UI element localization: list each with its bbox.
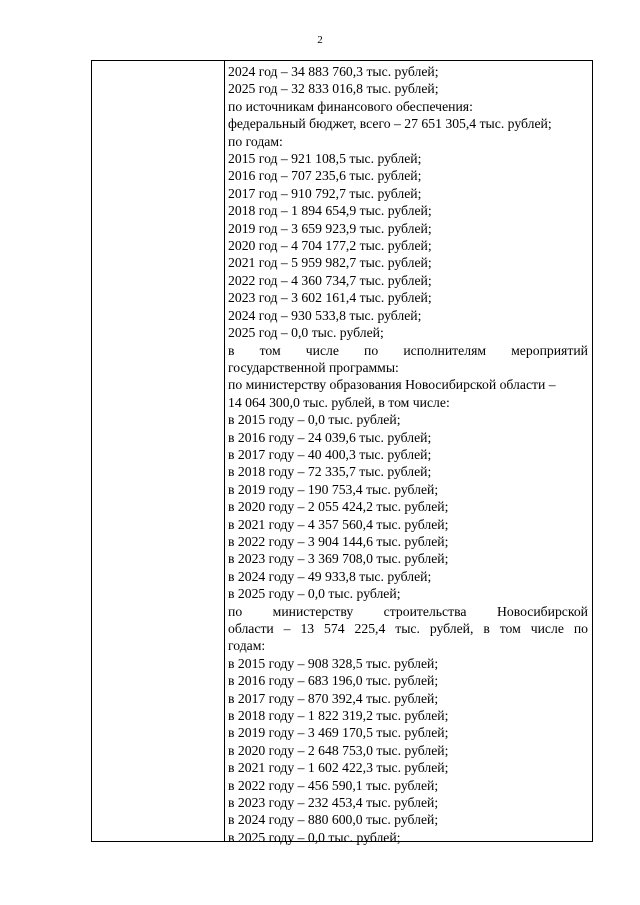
text-line: 2015 год – 921 108,5 тыс. рублей; <box>228 151 422 167</box>
text-line: в 2021 году – 4 357 560,4 тыс. рублей; <box>228 516 449 532</box>
text-line: в 2018 году – 72 335,7 тыс. рублей; <box>228 464 432 480</box>
text-line: 2025 год – 32 833 016,8 тыс. рублей; <box>228 81 439 97</box>
text-line: годам: <box>228 638 266 654</box>
text-line: в 2016 году – 683 196,0 тыс. рублей; <box>228 673 439 689</box>
text-line: 2022 год – 4 360 734,7 тыс. рублей; <box>228 272 432 288</box>
text-line: в 2025 году – 0,0 тыс. рублей; <box>228 829 401 845</box>
text-line: области – 13 574 225,4 тыс. рублей, в том числе по <box>228 621 588 636</box>
text-line: по министерству строительства Новосибирской <box>228 603 588 619</box>
text-line: в 2019 году – 3 469 170,5 тыс. рублей; <box>228 725 449 741</box>
text-line: в 2021 году – 1 602 422,3 тыс. рублей; <box>228 760 449 776</box>
text-line: 2019 год – 3 659 923,9 тыс. рублей; <box>228 220 432 236</box>
text-line: по источникам финансового обеспечения: <box>228 98 473 114</box>
text-line: в 2024 году – 49 933,8 тыс. рублей; <box>228 568 432 584</box>
text-line: в 2023 году – 3 369 708,0 тыс. рублей; <box>228 551 449 567</box>
text-line: в 2024 году – 880 600,0 тыс. рублей; <box>228 812 439 828</box>
text-line: федеральный бюджет, всего – 27 651 305,4 тыс. рублей; <box>228 116 552 132</box>
text-line: государственной программы: <box>228 359 399 375</box>
text-line: 2025 год – 0,0 тыс. рублей; <box>228 325 384 341</box>
document-table <box>91 60 593 845</box>
text-line: 2021 год – 5 959 982,7 тыс. рублей; <box>228 255 432 271</box>
text-line: в 2015 году – 908 328,5 тыс. рублей; <box>228 655 439 671</box>
text-line: в 2020 году – 2 648 753,0 тыс. рублей; <box>228 742 449 758</box>
table-left-column <box>92 61 225 841</box>
text-line: 2024 год – 930 533,8 тыс. рублей; <box>228 307 422 323</box>
text-line: в 2022 году – 3 904 144,6 тыс. рублей; <box>228 533 449 549</box>
text-line: 2016 год – 707 235,6 тыс. рублей; <box>228 168 422 184</box>
text-line: в 2015 году – 0,0 тыс. рублей; <box>228 412 401 428</box>
text-line: 2017 год – 910 792,7 тыс. рублей; <box>228 185 422 201</box>
page-number: 2 <box>317 34 323 46</box>
text-line: 14 064 300,0 тыс. рублей, в том числе: <box>228 394 450 410</box>
text-line: в 2017 году – 870 392,4 тыс. рублей; <box>228 690 439 706</box>
text-line: по годам: <box>228 133 283 149</box>
text-line: 2020 год – 4 704 177,2 тыс. рублей; <box>228 238 432 254</box>
text-line: 2018 год – 1 894 654,9 тыс. рублей; <box>228 203 432 219</box>
text-line: 2024 год – 34 883 760,3 тыс. рублей; <box>228 64 439 79</box>
text-line: в 2022 году – 456 590,1 тыс. рублей; <box>228 777 439 793</box>
text-line: в том числе по исполнителям мероприятий <box>228 342 588 358</box>
table-right-column <box>225 63 588 846</box>
text-line: по министерству образования Новосибирской области – <box>228 377 556 393</box>
text-line: в 2019 году – 190 753,4 тыс. рублей; <box>228 481 439 497</box>
text-line: в 2020 году – 2 055 424,2 тыс. рублей; <box>228 499 449 515</box>
text-line: в 2023 году – 232 453,4 тыс. рублей; <box>228 795 439 811</box>
text-line: в 2017 году – 40 400,3 тыс. рублей; <box>228 446 432 462</box>
text-line: в 2016 году – 24 039,6 тыс. рублей; <box>228 429 432 445</box>
text-line: в 2018 году – 1 822 319,2 тыс. рублей; <box>228 708 449 724</box>
text-line: 2023 год – 3 602 161,4 тыс. рублей; <box>228 290 432 306</box>
text-line: в 2025 году – 0,0 тыс. рублей; <box>228 586 401 602</box>
